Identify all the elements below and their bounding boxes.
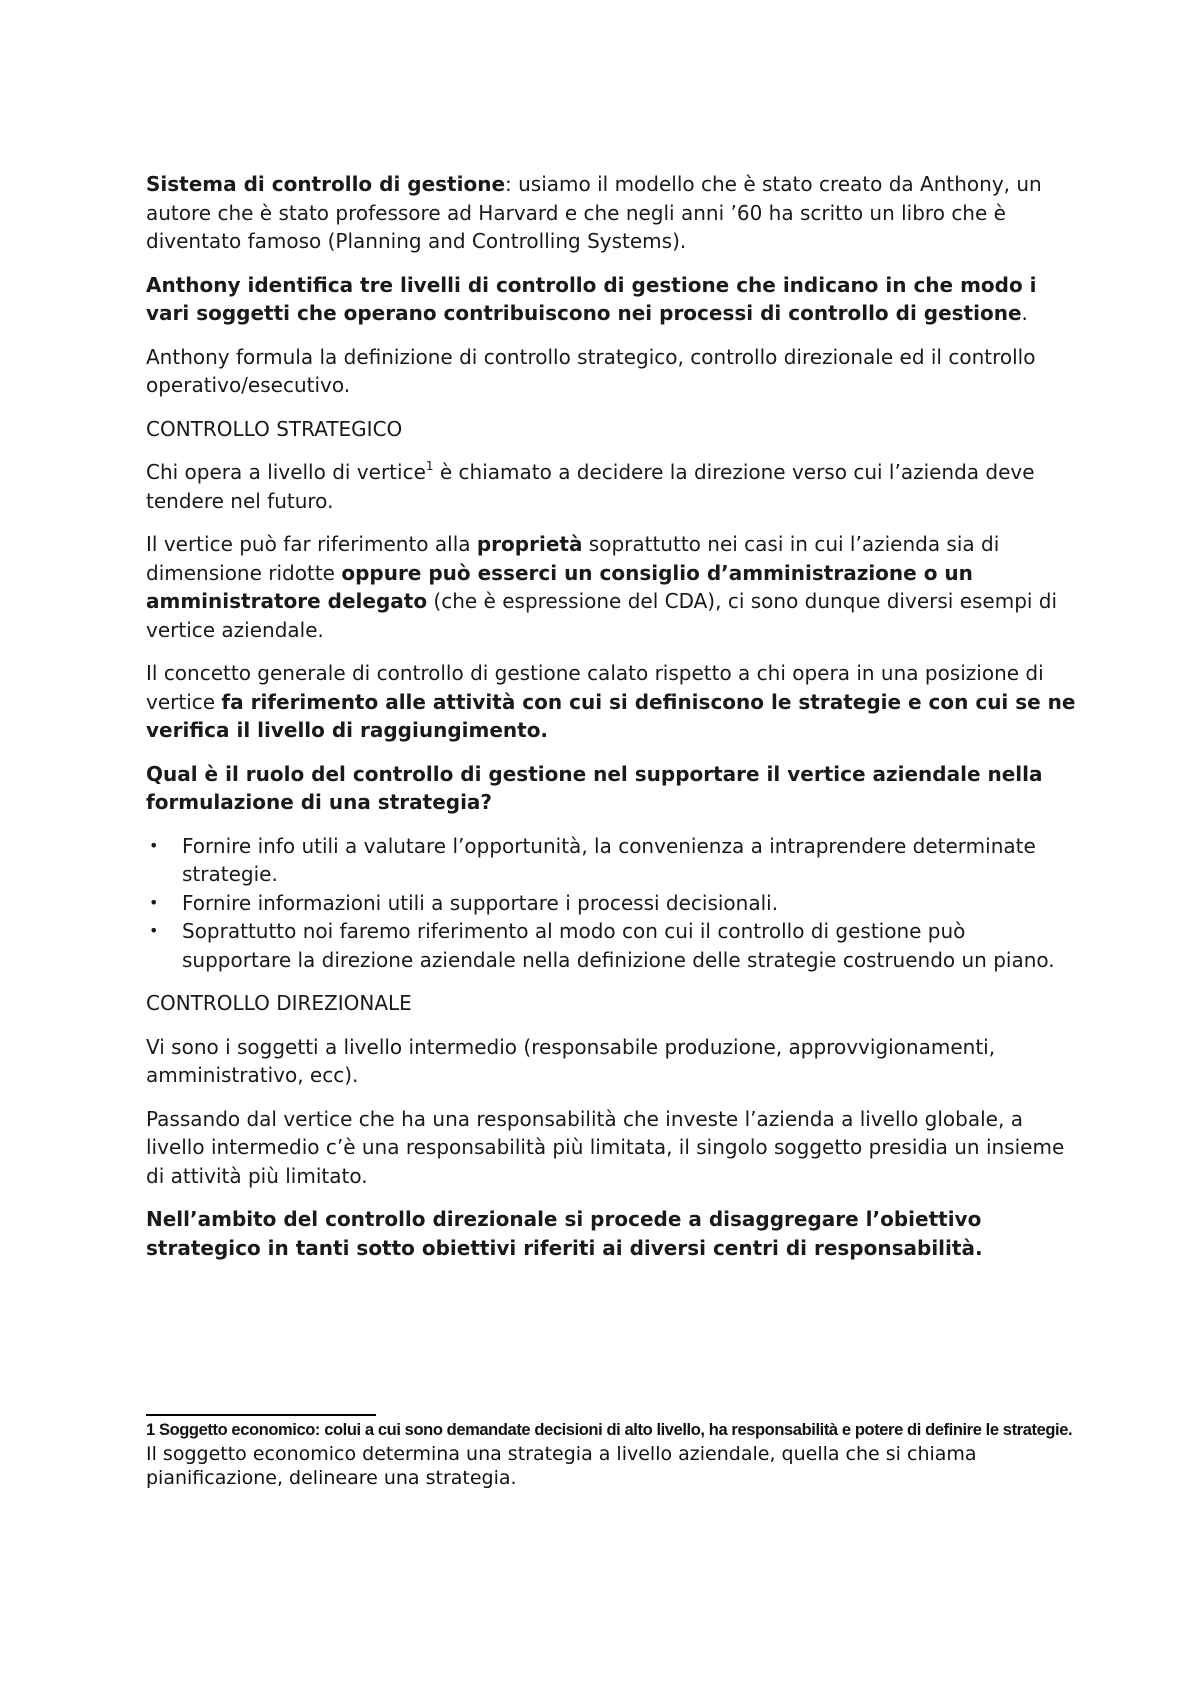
proprieta-text-e: (che è espressione del CDA), ci sono dunque diversi esempi di vertice aziendale. xyxy=(146,589,1058,642)
heading-controllo-strategico: CONTROLLO STRATEGICO xyxy=(146,416,403,441)
list-item-text: Soprattutto noi faremo riferimento al modo con cui il controllo di gestione può supportare la direzione aziendale nella definizione delle strategie costruendo un piano. xyxy=(182,919,1055,972)
paragraph-intermedio: Vi sono i soggetti a livello intermedio (responsabile produzione, approvvigionamenti, amministrativo, ecc). xyxy=(146,1034,996,1087)
list-item xyxy=(146,832,1076,889)
term-sistema-controllo: Sistema di controllo di gestione xyxy=(146,172,506,196)
bullet-list xyxy=(146,832,1076,975)
question-ruolo xyxy=(146,760,1076,817)
concetto-text: Il concetto generale di controllo di gestione calato rispetto a chi opera in una posizione di vertice xyxy=(146,661,1044,714)
footnote xyxy=(146,1418,1076,1490)
consiglio-bold: oppure può esserci un consiglio d’amministrazione o un amministratore delegato xyxy=(146,560,973,613)
list-item-text: Fornire informazioni utili a supportare i processi decisionali. xyxy=(182,890,779,915)
footnote-ref[interactable]: 1 xyxy=(425,459,434,473)
anthony-levels-end: . xyxy=(1021,301,1028,325)
question-text: Qual è il ruolo del controllo di gestione nel supportare il vertice aziendale nella formulazione di una strategia? xyxy=(146,761,1043,814)
vertice-text-b: è chiamato a decidere la direzione verso cui l’azienda deve tendere nel futuro. xyxy=(146,460,1035,513)
bullet-icon: • xyxy=(149,921,159,940)
concetto-bold: fa riferimento alle attività con cui si definiscono le strategie e con cui se ne verifica il livello di raggiungimento. xyxy=(146,689,1076,742)
vertice-text-a: Chi opera a livello di vertice xyxy=(146,460,426,484)
disaggregare-bold: Nell’ambito del controllo direzionale si procede a disaggregare l’obiettivo strategico in tanti sotto obiettivi riferiti ai diversi centri di responsabilità. xyxy=(146,1207,983,1260)
list-item xyxy=(146,889,1076,918)
list-item xyxy=(146,917,1076,974)
proprieta-text-a: Il vertice può far riferimento alla xyxy=(146,532,477,556)
footnote-text: Il soggetto economico determina una strategia a livello aziendale, quella che si chiama pianificazione, delineare una strategia. xyxy=(146,1443,977,1489)
intro-text: : usiamo il modello che è stato creato da Anthony, un autore che è stato professore ad Harvard e che negli anni ’60 ha scritto un libro che è diventato famoso (Planning and Controlling Systems). xyxy=(146,172,1042,253)
paragraph-passando: Passando dal vertice che ha una responsabilità che investe l’azienda a livello globale, a livello intermedio c’è una responsabilità più limitata, il singolo soggetto presidia un insieme di attività più limitato. xyxy=(146,1106,1065,1188)
paragraph-disaggregare xyxy=(146,1205,1076,1262)
bullet-icon: • xyxy=(149,835,159,855)
paragraph-proprieta xyxy=(146,530,1076,644)
paragraph-intro xyxy=(146,170,1076,256)
proprieta-bold: proprietà xyxy=(476,532,583,556)
paragraph-anthony-levels xyxy=(146,271,1076,328)
footnote-separator xyxy=(146,1414,376,1416)
document-body xyxy=(146,170,1076,1277)
paragraph-vertice xyxy=(146,458,1076,515)
footnote-bold-text: 1 Soggetto economico: colui a cui sono demandate decisioni di alto livello, ha responsabilità e potere di definire le strategie. xyxy=(146,1421,1073,1439)
proprieta-text-c: soprattutto nei casi in cui l’azienda sia di dimensione ridotte xyxy=(146,532,1000,585)
bullet-icon: • xyxy=(149,892,159,912)
list-item-text: Fornire info utili a valutare l’opportunità, la convenienza a intraprendere determinate strategie. xyxy=(182,833,1036,886)
heading-controllo-direzionale: CONTROLLO DIREZIONALE xyxy=(146,991,412,1015)
paragraph-definitions: Anthony formula la definizione di controllo strategico, controllo direzionale ed il controllo operativo/esecutivo. xyxy=(146,344,1036,397)
anthony-levels-bold: Anthony identifica tre livelli di controllo di gestione che indicano in che modo i vari soggetti che operano contribuiscono nei processi di controllo di gestione xyxy=(146,272,1037,325)
paragraph-concetto xyxy=(146,659,1076,745)
